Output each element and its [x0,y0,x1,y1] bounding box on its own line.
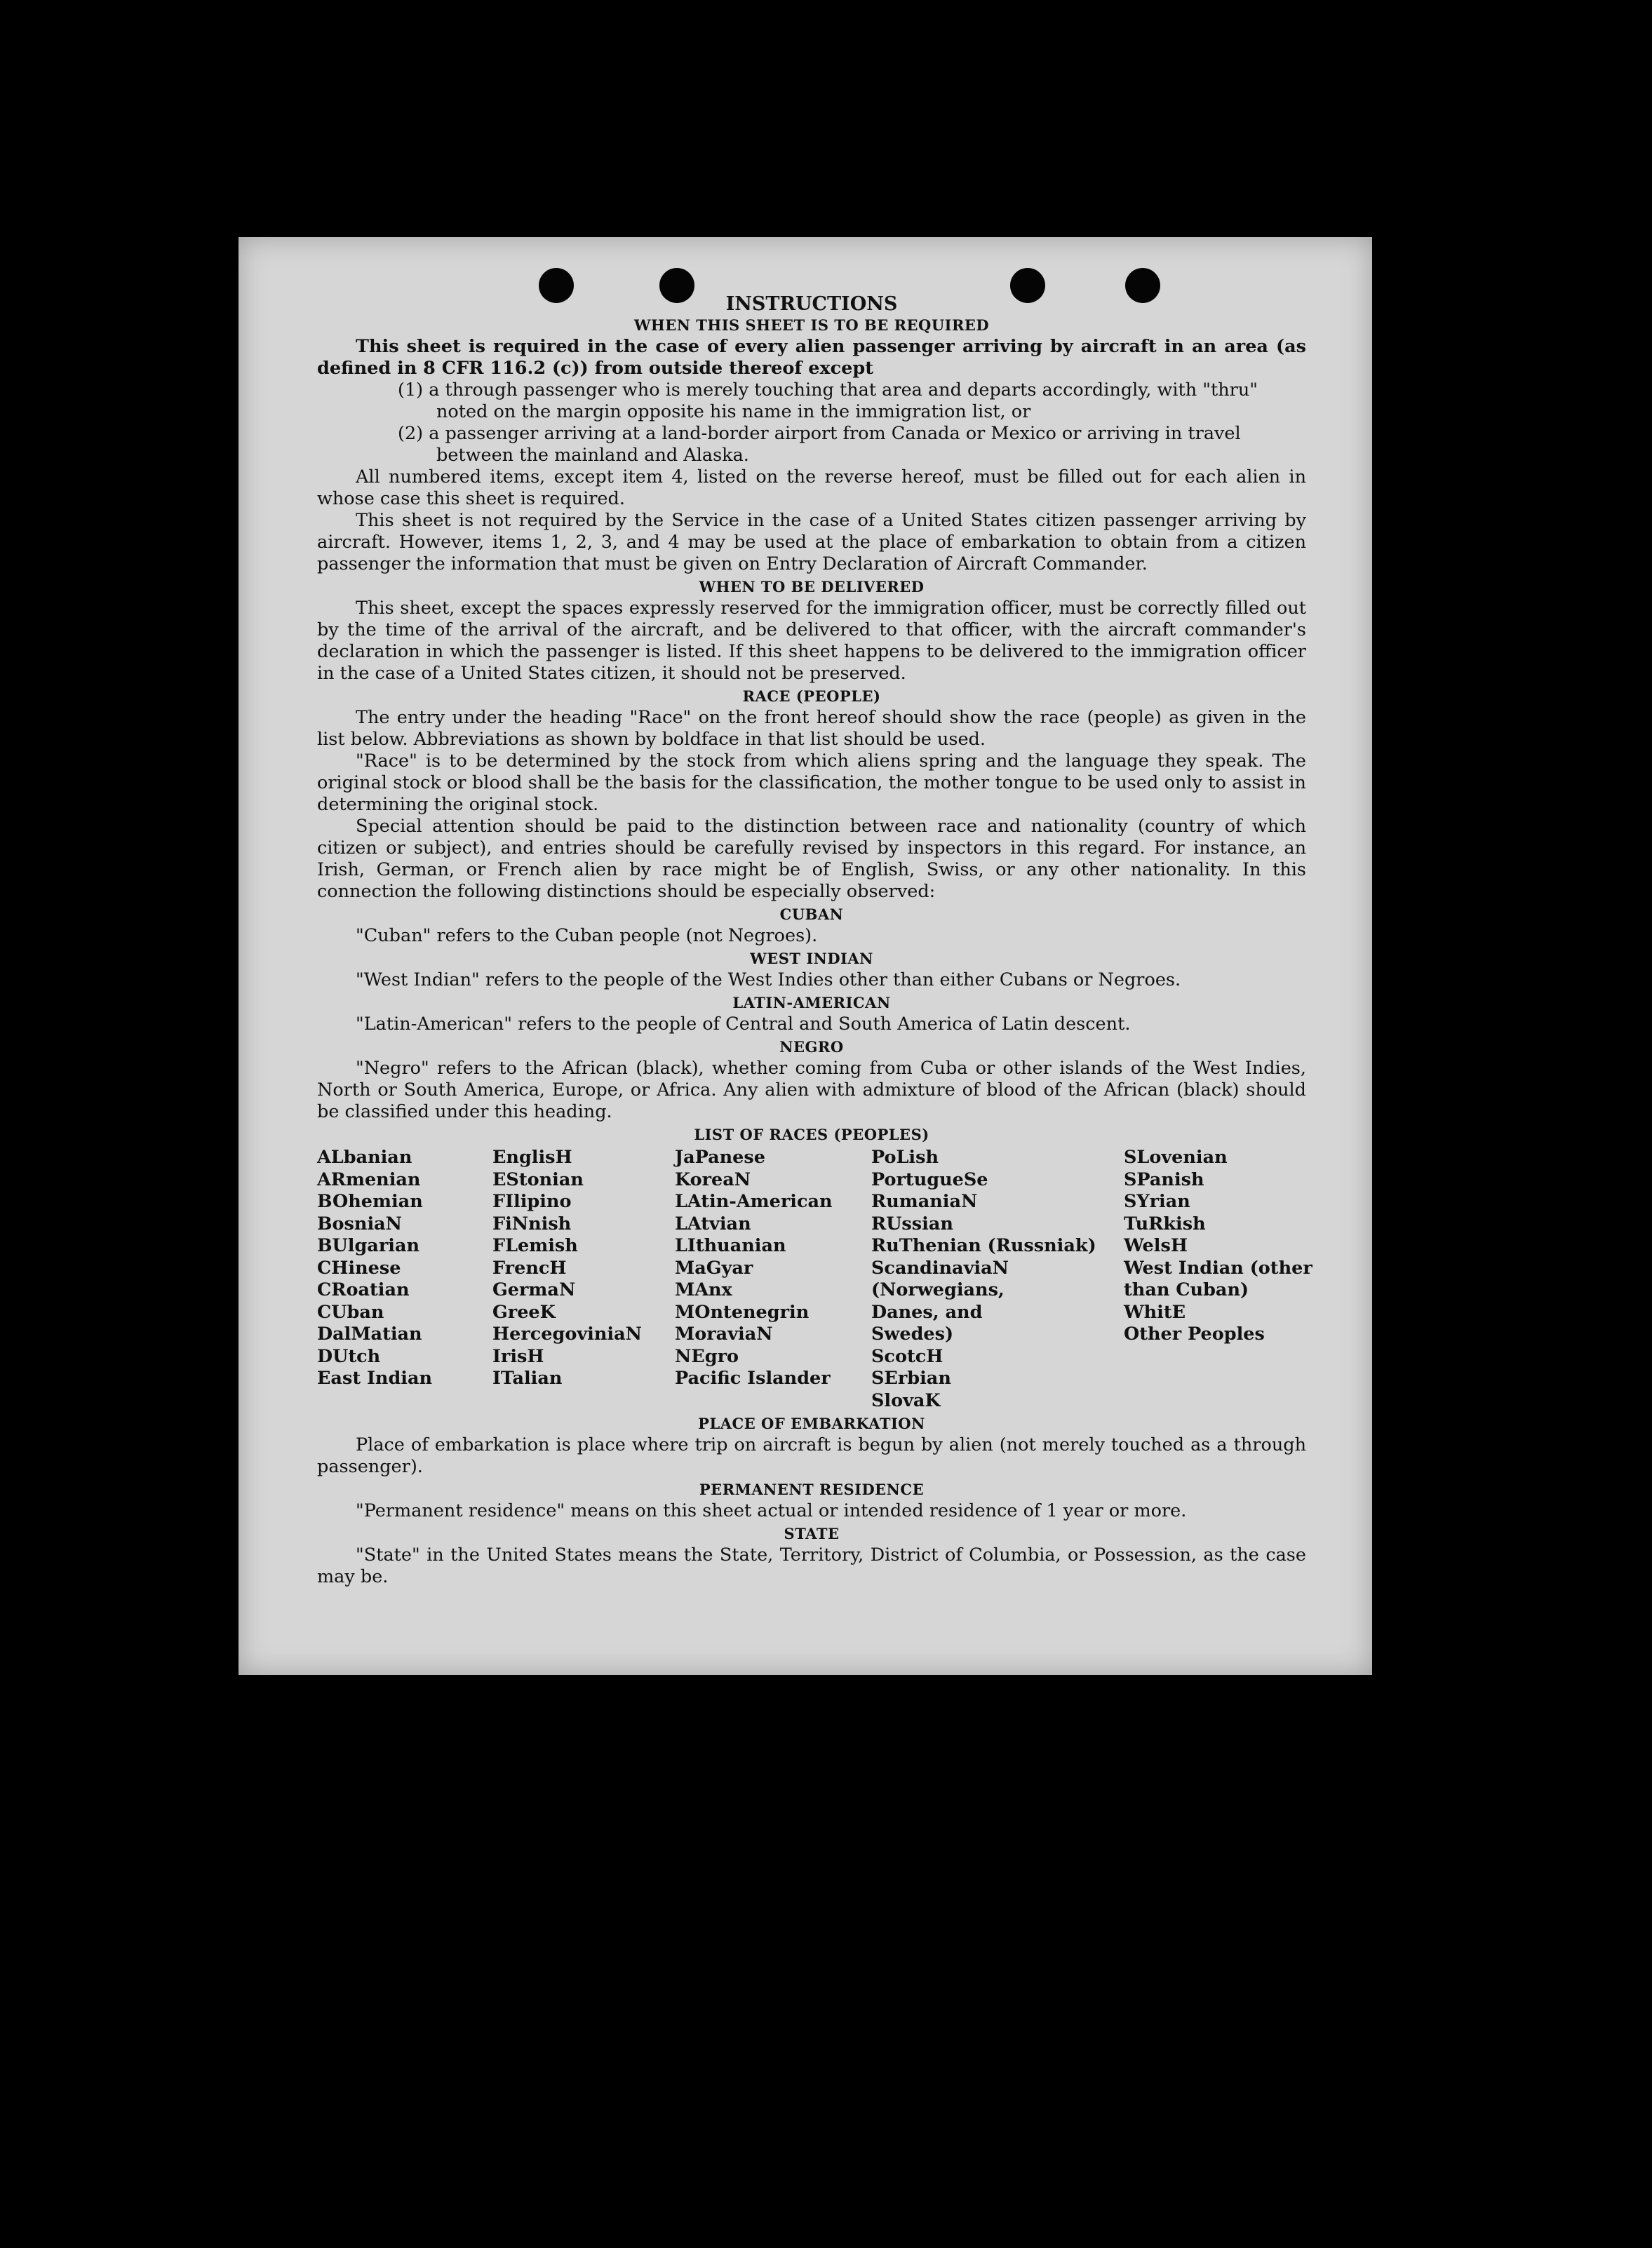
race-list-item: RUssian [871,1213,953,1234]
race-para-1: The entry under the heading "Race" on the front hereof should show the race (people) as given in the list below. Abbreviations as shown by boldface in that list should be used. [317,707,1306,750]
race-list-item: East Indian [317,1368,433,1389]
race-list-item: Other Peoples [1124,1324,1265,1345]
when-required-para-2: This sheet is not required by the Service in the case of a United States citizen passenger arriving by aircraft. However, items 1, 2, 3, and 4 may be used at the place of embarkation to obtain from a citizen passenger the information that must be given on Entry Declaration of Aircraft Commander. [317,510,1306,574]
race-list-item: BosniaN [317,1213,402,1234]
heading-state: STATE [784,1525,840,1542]
cuban-para: "Cuban" refers to the Cuban people (not Negroes). [356,925,818,946]
race-list-item: RumaniaN [871,1191,978,1212]
heading-list-of-races: LIST OF RACES (PEOPLES) [694,1126,929,1143]
race-list-item: MaGyar [675,1257,753,1279]
latin-american-para: "Latin-American" refers to the people of Central and South America of Latin descent. [356,1014,1131,1035]
race-list-item: EnglisH [492,1147,572,1168]
race-list-item: HercegoviniaN [492,1324,642,1345]
heading-latin-american: LATIN-AMERICAN [732,994,891,1011]
race-list-item: NEgro [675,1345,739,1367]
race-list-item: CUban [317,1301,384,1323]
race-list-item: DUtch [317,1345,381,1367]
race-list-item: KoreaN [675,1169,751,1190]
race-list-item: DalMatian [317,1324,422,1345]
heading-west-indian: WEST INDIAN [750,950,873,967]
race-list-item: FrencH [492,1257,567,1279]
race-list-item: SlovaK [871,1389,941,1411]
race-list-item: West Indian (other than Cuban) [1124,1257,1312,1300]
race-list-item: PortugueSe [871,1169,988,1190]
negro-para: "Negro" refers to the African (black), whether coming from Cuba or other islands of the West Indies, North or South America, Europe, or Africa. Any alien with admixture of blood of the African (black) should be classified under this heading. [317,1058,1306,1122]
race-column-3 [675,1147,871,1412]
document-sheet [239,237,1372,1675]
race-list-item: PoLish [871,1147,939,1168]
race-list-item: LIthuanian [675,1235,786,1256]
state-para: "State" in the United States means the State, Territory, District of Columbia, or Possession, as the case may be. [317,1544,1306,1587]
race-list-item: WelsH [1124,1235,1188,1256]
race-list-item: RuThenian (Russniak) [871,1235,1096,1256]
when-required-lead: This sheet is required in the case of every alien passenger arriving by aircraft in an area (as defined in 8 CFR 116.2 (c)) from outside thereof except [317,336,1306,379]
residence-para: "Permanent residence" means on this sheet actual or intended residence of 1 year or more. [356,1500,1187,1521]
race-column-1 [317,1147,492,1412]
race-list-item: SYrian [1124,1191,1190,1212]
race-list-item: FIlipino [492,1191,572,1212]
race-list-item: TuRkish [1124,1213,1206,1234]
race-list-item: ScandinaviaN (Norwegians, Danes, and Swedes) [871,1257,1009,1345]
exception-2: (2) a passenger arriving at a land-border airport from Canada or Mexico or arriving in travel between the mainland and Alaska. [398,423,1241,466]
race-list-item: SErbian [871,1368,951,1389]
race-para-3: Special attention should be paid to the distinction between race and nationality (country of which citizen or subject), and entries should be carefully revised by inspectors in this regard. For instance, an Irish, German, or French alien by race might be of English, Swiss, or any other nationality. In this connection the following distinctions should be especially observed: [317,816,1306,902]
heading-when-delivered: WHEN TO BE DELIVERED [699,578,925,595]
race-column-4 [871,1147,1124,1412]
race-list-item: BOhemian [317,1191,423,1212]
race-list-item: SPanish [1124,1169,1204,1190]
race-list-item: CRoatian [317,1279,410,1300]
race-list-item: MAnx [675,1279,732,1300]
instructions-content [317,293,1312,1588]
race-list-item: ALbanian [317,1147,412,1168]
heading-embarkation: PLACE OF EMBARKATION [698,1415,925,1432]
race-list-item: WhitE [1124,1301,1186,1323]
west-indian-para: "West Indian" refers to the people of the West Indies other than either Cubans or Negroes. [356,969,1181,990]
exception-1: (1) a through passenger who is merely touching that area and departs accordingly, with "thru" noted on the margin opposite his name in the immigration list, or [398,379,1258,422]
heading-when-required: WHEN THIS SHEET IS TO BE REQUIRED [633,316,990,334]
embarkation-para: Place of embarkation is place where trip on aircraft is begun by alien (not merely touched as a through passenger). [317,1434,1306,1477]
race-list-item: GermaN [492,1279,576,1300]
race-list-item: ARmenian [317,1169,421,1190]
race-list-item: LAtvian [675,1213,751,1234]
heading-race: RACE (PEOPLE) [742,687,881,705]
race-list-item: FiNnish [492,1213,572,1234]
heading-negro: NEGRO [779,1038,844,1056]
race-list-item: BUlgarian [317,1235,420,1256]
when-delivered-para: This sheet, except the spaces expressly reserved for the immigration officer, must be correctly filled out by the time of the arrival of the aircraft, and be delivered to that officer, with the aircraft commander's declaration in which the passenger is listed. If this sheet happens to be delivered to the immigration officer in the case of a United States citizen, it should not be preserved. [317,598,1306,684]
race-list-item: FLemish [492,1235,578,1256]
heading-cuban: CUBAN [779,906,844,923]
race-list-item: IrisH [492,1345,544,1367]
race-list-item: SLovenian [1124,1147,1228,1168]
race-column-5 [1124,1147,1312,1412]
page-title: INSTRUCTIONS [725,293,898,315]
race-list-item: Pacific Islander [675,1368,831,1389]
race-list-item: LAtin-American [675,1191,833,1212]
race-list-item: JaPanese [675,1147,765,1168]
race-list-item: CHinese [317,1257,401,1279]
when-required-para-1: All numbered items, except item 4, listed on the reverse hereof, must be filled out for each alien in whose case this sheet is required. [317,466,1306,509]
race-list-item: EStonian [492,1169,584,1190]
race-list-item: MoraviaN [675,1324,773,1345]
race-list-item: ScotcH [871,1345,943,1367]
race-para-2: "Race" is to be determined by the stock from which aliens spring and the language they speak. The original stock or blood shall be the basis for the classification, the mother tongue to be used only to assist in determining the original stock. [317,751,1306,815]
race-list-item: MOntenegrin [675,1301,810,1323]
race-list-item: ITalian [492,1368,563,1389]
heading-permanent-residence: PERMANENT RESIDENCE [699,1481,925,1498]
race-list [317,1147,1312,1412]
race-column-2 [492,1147,675,1412]
race-list-item: GreeK [492,1301,556,1323]
